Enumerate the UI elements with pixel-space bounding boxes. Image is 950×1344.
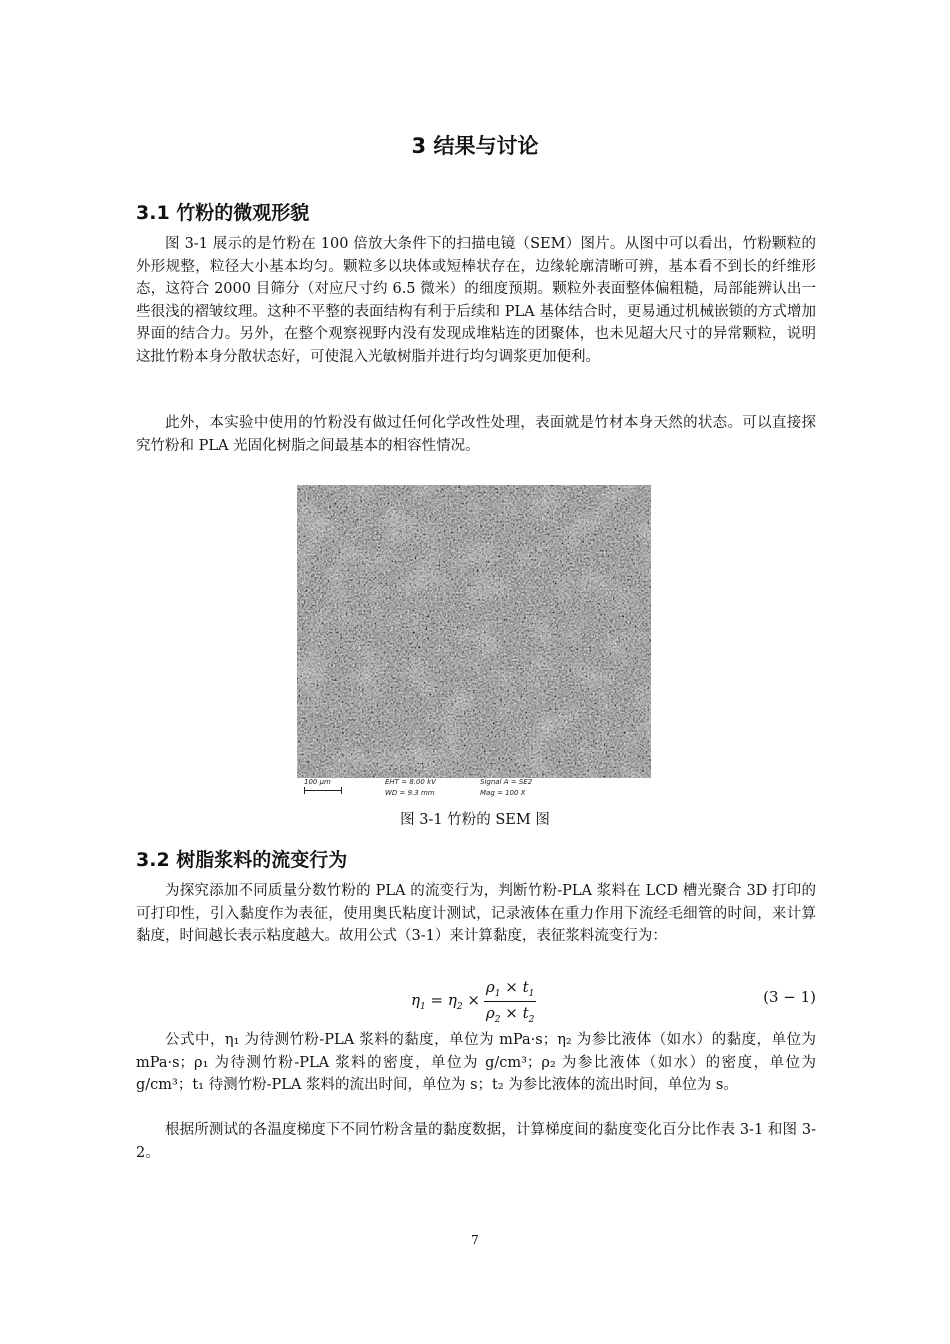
chapter-title: 3 结果与讨论 <box>411 134 539 158</box>
sem-info-bar <box>297 778 651 800</box>
sem-scale-bar <box>304 790 342 791</box>
sem-mag-label: Mag = 100 X <box>480 789 526 797</box>
equation-number: (3 − 1) <box>763 988 816 1006</box>
figure-caption: 图 3-1 竹粉的 SEM 图 <box>400 812 550 828</box>
equation-body: $\eta_1 = \eta_2$ × $\frac{\rho_1 \times t_1}{\rho_2 \times t_2}$ <box>411 978 535 1025</box>
paragraph-variable-definitions: 公式中，η₁ 为待测竹粉-PLA 浆料的黏度，单位为 mPa·s；η₂ 为参比液体（如水）的黏度，单位为 mPa·s；ρ₁ 为待测竹粉-PLA 浆料的密度，单位为 g/cm³；ρ₂ 为参比液体（如水）的密度，单位为 g/cm³；t₁ 待测竹粉-PLA 浆料的流出时间，单位为 s；t₂ 为参比液体的流出时间，单位为 s。 <box>136 1032 816 1094</box>
paragraph-untreated-powder: 此外，本实验中使用的竹粉没有做过任何化学改性处理，表面就是竹材本身天然的状态。可以直接探究竹粉和 PLA 光固化树脂之间最基本的相容性情况。 <box>136 415 816 454</box>
equation-fraction: $\frac{\rho_1 \times t_1}{\rho_2 \times t_2}$ <box>485 978 535 1025</box>
viscosity-equation <box>136 976 816 1025</box>
sem-signal-label: Signal A = SE2 <box>480 778 533 786</box>
paragraph-rheology-intro: 为探究添加不同质量分数竹粉的 PLA 的流变行为，判断竹粉-PLA 浆料在 LCD 槽光聚合 3D 打印的可打印性，引入黏度作为表征，使用奥氏粘度计测试，记录液体在重力作用下流经毛细管的时间，来计算黏度，时间越长表示粘度越大。故用公式（3-1）来计算黏度，表征浆料流变行为： <box>136 883 816 945</box>
paragraph-closing: 根据所测试的各温度梯度下不同竹粉含量的黏度数据，计算梯度间的黏度变化百分比作表 3-1 和图 3-2。 <box>136 1122 816 1161</box>
figure-sem <box>297 485 651 800</box>
sem-scale-label: 100 µm <box>304 778 331 786</box>
page-number: 7 <box>471 1233 479 1247</box>
paragraph-sem-description: 图 3-1 展示的是竹粉在 100 倍放大条件下的扫描电镜（SEM）图片。从图中可以看出，竹粉颗粒的外形规整，粒径大小基本均匀。颗粒多以块体或短棒状存在，边缘轮廓清晰可辨，基本看不到长的纤维形态，这符合 2000 目筛分（对应尺寸约 6.5 微米）的细度预期。颗粒外表面整体偏粗糙，局部能辨认出一些很浅的褶皱纹理。这种不平整的表面结构有利于后续和 PLA 基体结合时，更易通过机械嵌锁的方式增加界面的结合力。另外，在整个观察视野内没有发现成堆粘连的团聚体，也未见超大尺寸的异常颗粒，说明这批竹粉本身分散状态好，可使混入光敏树脂并进行均匀调浆更加便利。 <box>136 236 816 365</box>
sem-wd-label: WD = 9.3 mm <box>385 789 435 797</box>
section-title-3-2: 3.2 树脂浆料的流变行为 <box>136 849 348 871</box>
sem-eht-label: EHT = 8.00 kV <box>385 778 436 786</box>
section-title-3-1: 3.1 竹粉的微观形貌 <box>136 202 310 224</box>
sem-micrograph-image <box>297 485 651 778</box>
sem-bright-clusters <box>297 485 651 778</box>
